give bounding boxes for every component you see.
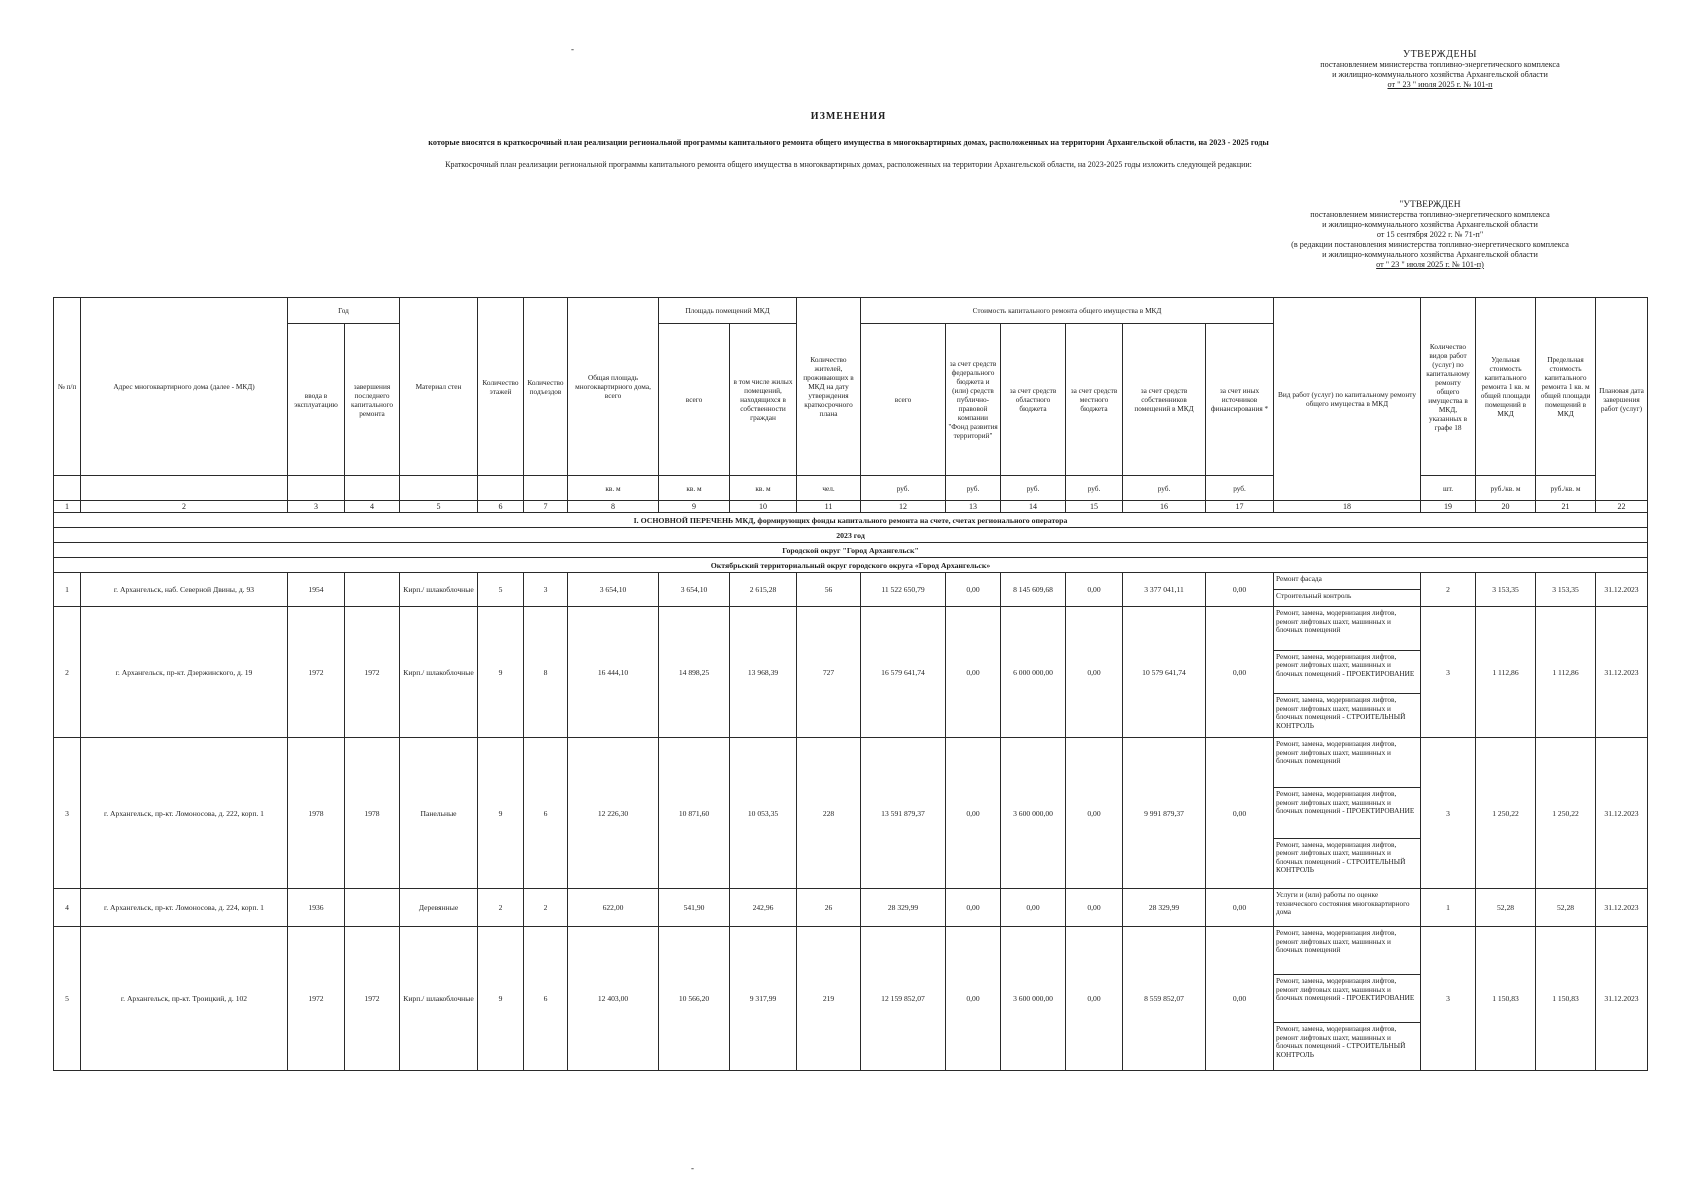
approval-date: от " 23 " июля 2025 г. № 101-п) xyxy=(1376,260,1484,269)
col-header-cost-other: за счет иных источников финансирования * xyxy=(1206,324,1274,476)
work-item: Ремонт, замена, модернизация лифтов, ремонт лифтовых шахт, машинных и блочных помещений - ПРОЕКТИРОВАНИЕ xyxy=(1274,788,1420,838)
cell-cost-all: 12 159 852,07 xyxy=(861,927,946,1071)
cell-cost-other: 0,00 xyxy=(1206,738,1274,889)
unit-rub: руб. xyxy=(861,476,946,501)
col-header-entrances: Количество подъездов xyxy=(524,298,568,476)
approval-line: и жилищно-коммунального хозяйства Архангельской области xyxy=(1322,220,1538,229)
cell-cost-fund: 0,00 xyxy=(946,889,1001,927)
cell-cost-all: 13 591 879,37 xyxy=(861,738,946,889)
cell-wall: Кирп./ шлакоблочные xyxy=(400,927,478,1071)
approval-stamp-plan xyxy=(1270,200,1590,270)
col-header-cost-fund: за счет средств федерального бюджета и (или) средств публично-правовой компании "Фонд развития территорий" xyxy=(946,324,1001,476)
column-number: 14 xyxy=(1001,501,1066,513)
col-header-address: Адрес многоквартирного дома (далее - МКД) xyxy=(81,298,288,476)
cell-no: 5 xyxy=(54,927,81,1071)
cell-address: г. Архангельск, наб. Северной Двины, д. 93 xyxy=(81,573,288,607)
approval-line: постановлением министерства топливно-энергетического комплекса xyxy=(1310,210,1550,219)
cell-cost-other: 0,00 xyxy=(1206,573,1274,607)
cell-address: г. Архангельск, пр-кт. Ломоносова, д. 224, корп. 1 xyxy=(81,889,288,927)
unit-rub-sqm: руб./кв. м xyxy=(1476,476,1536,501)
cell-cost-regional: 0,00 xyxy=(1001,889,1066,927)
cell-year-last-repair: 1978 xyxy=(345,738,400,889)
cell-area-private: 242,96 xyxy=(730,889,797,927)
district-title: Городской округ "Город Архангельск" xyxy=(54,543,1648,558)
cell-year-last-repair: 1972 xyxy=(345,927,400,1071)
cell-cost-fund: 0,00 xyxy=(946,607,1001,738)
cell-address: г. Архангельск, пр-кт. Дзержинского, д. 19 xyxy=(81,607,288,738)
approval-stamp-top xyxy=(1300,50,1580,90)
work-item: Ремонт, замена, модернизация лифтов, ремонт лифтовых шахт, машинных и блочных помещений xyxy=(1274,738,1420,788)
year-title: 2023 год xyxy=(54,528,1648,543)
cell-works xyxy=(1274,889,1421,927)
column-number: 6 xyxy=(478,501,524,513)
cell-deadline: 31.12.2023 xyxy=(1596,889,1648,927)
cell-max-cost: 1 250,22 xyxy=(1536,738,1596,889)
cell-year-last-repair xyxy=(345,889,400,927)
cell-residents: 727 xyxy=(797,607,861,738)
cell-year-commission: 1978 xyxy=(288,738,345,889)
col-header-work-type: Вид работ (услуг) по капитальному ремонту общего имущества в МКД xyxy=(1274,298,1421,501)
column-number: 3 xyxy=(288,501,345,513)
cell-wall: Кирп./ шлакоблочные xyxy=(400,607,478,738)
work-item: Строительный контроль xyxy=(1276,591,1352,600)
column-number: 2 xyxy=(81,501,288,513)
cell-unit-cost: 52,28 xyxy=(1476,889,1536,927)
cell-entrances: 6 xyxy=(524,927,568,1071)
cell-entrances: 8 xyxy=(524,607,568,738)
col-header-area-group: Площадь помещений МКД xyxy=(659,298,797,324)
cell-floors: 9 xyxy=(478,927,524,1071)
cell-year-commission: 1936 xyxy=(288,889,345,927)
cell-cost-all: 16 579 641,74 xyxy=(861,607,946,738)
cell-year-last-repair: 1972 xyxy=(345,607,400,738)
cell-area-all: 3 654,10 xyxy=(659,573,730,607)
cell-address: г. Архангельск, пр-кт. Троицкий, д. 102 xyxy=(81,927,288,1071)
cell-work-count: 2 xyxy=(1421,573,1476,607)
column-number: 15 xyxy=(1066,501,1123,513)
column-number: 4 xyxy=(345,501,400,513)
cell-max-cost: 52,28 xyxy=(1536,889,1596,927)
cell-no: 3 xyxy=(54,738,81,889)
unit-rub: руб. xyxy=(1206,476,1274,501)
cell-cost-local: 0,00 xyxy=(1066,573,1123,607)
col-header-cost-regional: за счет средств областного бюджета xyxy=(1001,324,1066,476)
cell-residents: 219 xyxy=(797,927,861,1071)
col-header-cost-local: за счет средств местного бюджета xyxy=(1066,324,1123,476)
cell-cost-other: 0,00 xyxy=(1206,607,1274,738)
col-header-year-group: Год xyxy=(288,298,400,324)
work-item: Ремонт фасада xyxy=(1274,573,1420,590)
subdistrict-title: Октябрьский территориальный округ городского округа «Город Архангельск» xyxy=(54,558,1648,573)
cell-cost-local: 0,00 xyxy=(1066,738,1123,889)
cell-area-private: 13 968,39 xyxy=(730,607,797,738)
cell-year-commission: 1954 xyxy=(288,573,345,607)
column-number: 13 xyxy=(946,501,1001,513)
cell-floors: 5 xyxy=(478,573,524,607)
column-number: 1 xyxy=(54,501,81,513)
unit-cell xyxy=(478,476,524,501)
cell-cost-owners: 8 559 852,07 xyxy=(1123,927,1206,1071)
unit-rub: руб. xyxy=(1066,476,1123,501)
document-subtitle: которые вносятся в краткосрочный план реализации региональной программы капитального ремонта общего имущества в многоквартирных домах, расположенных на территории Архангельской области, на 2023 - 2025 годы xyxy=(428,138,1269,147)
cell-wall: Кирп./ шлакоблочные xyxy=(400,573,478,607)
approval-line: и жилищно-коммунального хозяйства Архангельской области xyxy=(1332,70,1548,79)
cell-unit-cost: 3 153,35 xyxy=(1476,573,1536,607)
column-number: 19 xyxy=(1421,501,1476,513)
cell-area-all: 10 566,20 xyxy=(659,927,730,1071)
column-number: 11 xyxy=(797,501,861,513)
cell-max-cost: 1 150,83 xyxy=(1536,927,1596,1071)
col-header-floors: Количество этажей xyxy=(478,298,524,476)
cell-work-count: 1 xyxy=(1421,889,1476,927)
cell-area-all: 10 871,60 xyxy=(659,738,730,889)
cell-total-area: 3 654,10 xyxy=(568,573,659,607)
unit-sqm: кв. м xyxy=(730,476,797,501)
cell-year-last-repair xyxy=(345,573,400,607)
col-header-max-cost: Предельная стоимость капитального ремонта 1 кв. м общей площади помещений в МКД xyxy=(1536,298,1596,476)
cell-area-all: 14 898,25 xyxy=(659,607,730,738)
cell-no: 4 xyxy=(54,889,81,927)
col-header-area-all: всего xyxy=(659,324,730,476)
cell-works xyxy=(1274,738,1421,889)
cell-cost-owners: 10 579 641,74 xyxy=(1123,607,1206,738)
col-header-deadline: Плановая дата завершения работ (услуг) xyxy=(1596,298,1648,501)
approval-line: (в редакции постановления министерства топливно-энергетического комплекса xyxy=(1291,240,1569,249)
cell-floors: 9 xyxy=(478,607,524,738)
cell-cost-fund: 0,00 xyxy=(946,927,1001,1071)
cell-wall: Деревянные xyxy=(400,889,478,927)
cell-works xyxy=(1274,607,1421,738)
cell-total-area: 12 226,30 xyxy=(568,738,659,889)
column-number: 7 xyxy=(524,501,568,513)
work-item: Ремонт, замена, модернизация лифтов, ремонт лифтовых шахт, машинных и блочных помещений - ПРОЕКТИРОВАНИЕ xyxy=(1274,651,1420,695)
cell-entrances: 3 xyxy=(524,573,568,607)
table-row xyxy=(54,607,1648,738)
unit-rub: руб. xyxy=(1001,476,1066,501)
col-header-no: № п/п xyxy=(54,298,81,476)
cell-cost-other: 0,00 xyxy=(1206,889,1274,927)
col-header-cost-group: Стоимость капитального ремонта общего имущества в МКД xyxy=(861,298,1274,324)
cell-residents: 56 xyxy=(797,573,861,607)
cell-no: 2 xyxy=(54,607,81,738)
cell-max-cost: 1 112,86 xyxy=(1536,607,1596,738)
cell-deadline: 31.12.2023 xyxy=(1596,573,1648,607)
cell-entrances: 2 xyxy=(524,889,568,927)
cell-cost-local: 0,00 xyxy=(1066,889,1123,927)
col-header-work-count: Количество видов работ (услуг) по капитальному ремонту общего имущества в МКД, указанных в графе 18 xyxy=(1421,298,1476,476)
cell-unit-cost: 1 150,83 xyxy=(1476,927,1536,1071)
column-number: 10 xyxy=(730,501,797,513)
unit-cell xyxy=(345,476,400,501)
unit-pcs: шт. xyxy=(1421,476,1476,501)
cell-work-count: 3 xyxy=(1421,607,1476,738)
col-header-cost-owners: за счет средств собственников помещений в МКД xyxy=(1123,324,1206,476)
cell-work-count: 3 xyxy=(1421,738,1476,889)
col-header-total-area: Общая площадь многоквартирного дома, всего xyxy=(568,298,659,476)
approval-title: "УТВЕРЖДЕН xyxy=(1399,200,1461,210)
cell-floors: 2 xyxy=(478,889,524,927)
cell-wall: Панельные xyxy=(400,738,478,889)
unit-rub: руб. xyxy=(946,476,1001,501)
cell-cost-fund: 0,00 xyxy=(946,573,1001,607)
cell-total-area: 12 403,00 xyxy=(568,927,659,1071)
cell-work-count: 3 xyxy=(1421,927,1476,1071)
work-item: Ремонт, замена, модернизация лифтов, ремонт лифтовых шахт, машинных и блочных помещений - СТРОИТЕЛЬНЫЙ КОНТРОЛЬ xyxy=(1276,1024,1406,1059)
work-item: Ремонт, замена, модернизация лифтов, ремонт лифтовых шахт, машинных и блочных помещений - ПРОЕКТИРОВАНИЕ xyxy=(1274,975,1420,1023)
col-header-cost-all: всего xyxy=(861,324,946,476)
cell-cost-regional: 3 600 000,00 xyxy=(1001,927,1066,1071)
table-row xyxy=(54,889,1648,927)
work-item: Ремонт, замена, модернизация лифтов, ремонт лифтовых шахт, машинных и блочных помещений - СТРОИТЕЛЬНЫЙ КОНТРОЛЬ xyxy=(1276,695,1406,730)
cell-total-area: 16 444,10 xyxy=(568,607,659,738)
section-title: I. ОСНОВНОЙ ПЕРЕЧЕНЬ МКД, формирующих фонды капитального ремонта на счете, счетах регионального оператора xyxy=(54,513,1648,528)
cell-unit-cost: 1 112,86 xyxy=(1476,607,1536,738)
unit-cell xyxy=(288,476,345,501)
cell-cost-owners: 3 377 041,11 xyxy=(1123,573,1206,607)
cell-area-private: 10 053,35 xyxy=(730,738,797,889)
repair-plan-table xyxy=(53,297,1648,1071)
column-number: 22 xyxy=(1596,501,1648,513)
unit-sqm: кв. м xyxy=(659,476,730,501)
col-header-residents: Количество жителей, проживающих в МКД на дату утверждения краткосрочного плана xyxy=(797,298,861,476)
column-number: 8 xyxy=(568,501,659,513)
col-header-wall: Материал стен xyxy=(400,298,478,476)
table-row xyxy=(54,738,1648,889)
approval-date: от " 23 " июля 2025 г. № 101-п xyxy=(1387,80,1493,89)
unit-rub-sqm: руб./кв. м xyxy=(1536,476,1596,501)
cell-cost-regional: 8 145 609,68 xyxy=(1001,573,1066,607)
cell-year-commission: 1972 xyxy=(288,607,345,738)
table-row xyxy=(54,573,1648,607)
cell-residents: 228 xyxy=(797,738,861,889)
approval-line: от 15 сентября 2022 г. № 71-п" xyxy=(1376,230,1484,239)
unit-cell xyxy=(54,476,81,501)
work-item: Ремонт, замена, модернизация лифтов, ремонт лифтовых шахт, машинных и блочных помещений xyxy=(1274,927,1420,975)
document-intro: Краткосрочный план реализации региональной программы капитального ремонта общего имущества в многоквартирных домах, расположенных на территории Архангельской области, на 2023-2025 годы изложить следующей редакции: xyxy=(445,160,1252,169)
cell-cost-all: 11 522 650,79 xyxy=(861,573,946,607)
cell-max-cost: 3 153,35 xyxy=(1536,573,1596,607)
unit-cell xyxy=(524,476,568,501)
cell-works xyxy=(1274,927,1421,1071)
column-number: 18 xyxy=(1274,501,1421,513)
cell-cost-local: 0,00 xyxy=(1066,927,1123,1071)
column-number: 16 xyxy=(1123,501,1206,513)
cell-cost-regional: 6 000 000,00 xyxy=(1001,607,1066,738)
approval-title: УТВЕРЖДЕНЫ xyxy=(1402,49,1477,60)
column-number: 17 xyxy=(1206,501,1274,513)
cell-no: 1 xyxy=(54,573,81,607)
col-header-year-last-repair: завершения последнего капитального ремонта xyxy=(345,324,400,476)
cell-residents: 26 xyxy=(797,889,861,927)
column-number: 9 xyxy=(659,501,730,513)
cell-deadline: 31.12.2023 xyxy=(1596,927,1648,1071)
approval-line: постановлением министерства топливно-энергетического комплекса xyxy=(1320,60,1560,69)
unit-sqm: кв. м xyxy=(568,476,659,501)
cell-year-commission: 1972 xyxy=(288,927,345,1071)
cell-address: г. Архангельск, пр-кт. Ломоносова, д. 222, корп. 1 xyxy=(81,738,288,889)
cell-deadline: 31.12.2023 xyxy=(1596,738,1648,889)
column-number: 12 xyxy=(861,501,946,513)
cell-cost-other: 0,00 xyxy=(1206,927,1274,1071)
cell-unit-cost: 1 250,22 xyxy=(1476,738,1536,889)
unit-rub: руб. xyxy=(1123,476,1206,501)
cell-deadline: 31.12.2023 xyxy=(1596,607,1648,738)
cell-cost-regional: 3 600 000,00 xyxy=(1001,738,1066,889)
column-number: 21 xyxy=(1536,501,1596,513)
cell-floors: 9 xyxy=(478,738,524,889)
stray-mark: - xyxy=(571,44,574,54)
cell-entrances: 6 xyxy=(524,738,568,889)
unit-cell xyxy=(81,476,288,501)
column-number: 20 xyxy=(1476,501,1536,513)
cell-cost-all: 28 329,99 xyxy=(861,889,946,927)
table-row xyxy=(54,927,1648,1071)
document-title: ИЗМЕНЕНИЯ xyxy=(810,111,887,122)
col-header-unit-cost: Удельная стоимость капитального ремонта 1 кв. м общей площади помещений в МКД xyxy=(1476,298,1536,476)
cell-total-area: 622,00 xyxy=(568,889,659,927)
cell-cost-owners: 9 991 879,37 xyxy=(1123,738,1206,889)
work-item: Ремонт, замена, модернизация лифтов, ремонт лифтовых шахт, машинных и блочных помещений xyxy=(1274,607,1420,651)
cell-cost-owners: 28 329,99 xyxy=(1123,889,1206,927)
col-header-area-private: в том числе жилых помещений, находящихся в собственности граждан xyxy=(730,324,797,476)
work-item: Услуги и (или) работы по оценке технического состояния многоквартирного дома xyxy=(1276,890,1410,916)
cell-area-private: 2 615,28 xyxy=(730,573,797,607)
cell-area-private: 9 317,99 xyxy=(730,927,797,1071)
cell-works xyxy=(1274,573,1421,607)
cell-cost-fund: 0,00 xyxy=(946,738,1001,889)
unit-people: чел. xyxy=(797,476,861,501)
column-number: 5 xyxy=(400,501,478,513)
stray-mark: - xyxy=(691,1163,694,1173)
col-header-year-commission: ввода в эксплуатацию xyxy=(288,324,345,476)
unit-cell xyxy=(400,476,478,501)
cell-cost-local: 0,00 xyxy=(1066,607,1123,738)
work-item: Ремонт, замена, модернизация лифтов, ремонт лифтовых шахт, машинных и блочных помещений - СТРОИТЕЛЬНЫЙ КОНТРОЛЬ xyxy=(1276,839,1406,875)
approval-line: и жилищно-коммунального хозяйства Архангельской области xyxy=(1322,250,1538,259)
cell-area-all: 541,90 xyxy=(659,889,730,927)
